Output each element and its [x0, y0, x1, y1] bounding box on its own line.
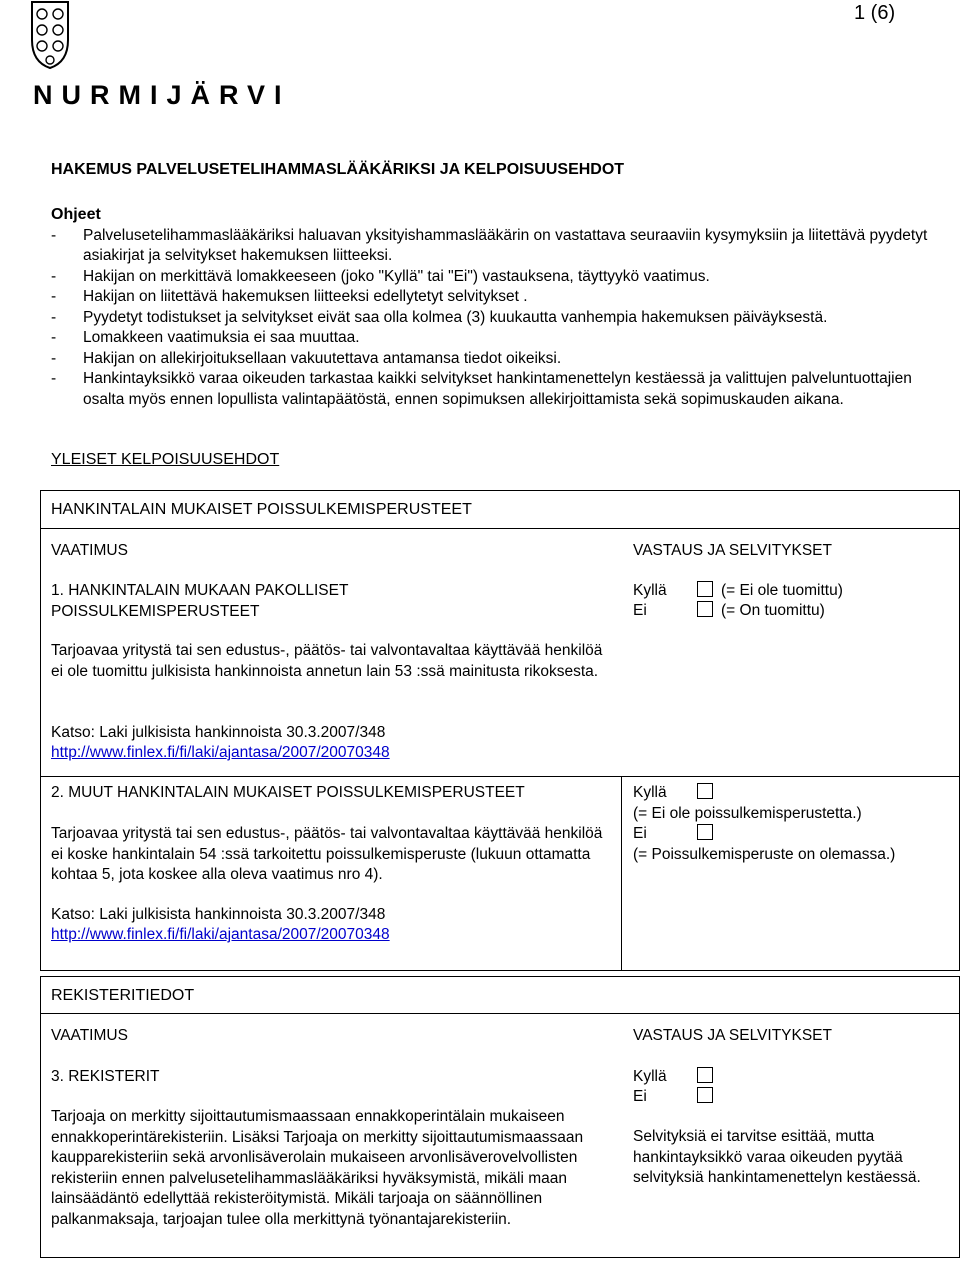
requirement-body: Tarjoavaa yritystä tai sen edustus-, päätös- tai valvontavaltaa käyttävää henkilöä ei ole tuomittu julkisista hankinnoista annetun lain 53 :ssä mainitusta rikoksesta.	[51, 642, 603, 680]
requirement-reference: Katso: Laki julkisista hankinnoista 30.3.2007/348	[51, 906, 386, 923]
instruction-item: - Hakijan on allekirjoituksellaan vakuutettava antamansa tiedot oikeiksi.	[51, 349, 562, 367]
instructions	[51, 205, 931, 410]
answer-no-note: (= Poissulkemisperuste on olemassa.)	[633, 846, 896, 863]
instruction-item: - Hakijan on merkittävä lomakkeeseen (joko "Kyllä" tai "Ei") vastauksena, täyttyykö vaatimus.	[51, 267, 710, 285]
answer-yes: Kyllä (= Ei ole tuomittu)	[633, 582, 843, 599]
finlex-link[interactable]: http://www.finlex.fi/fi/laki/ajantasa/2007/20070348	[51, 926, 390, 943]
page-title: HAKEMUS PALVELUSETELIHAMMASLÄÄKÄRIKSI JA KELPOISUUSEHDOT	[51, 161, 625, 178]
yes-checkbox[interactable]	[697, 581, 713, 597]
instruction-item: - Hankintayksikkö varaa oikeuden tarkastaa kaikki selvitykset hankintamenettelyn kestäessä ja valittujen palveluntuottajien osalta myös ennen lopullista valintapäätöstä, ennen sopimuksen allekirjoittamista sekä sopimuskauden aikana.	[51, 370, 912, 408]
column-header-requirement: VAATIMUS	[51, 1027, 128, 1044]
instruction-item: - Pyydetyt todistukset ja selvitykset eivät saa olla kolmea (3) kuukautta vanhempia hakemuksen päiväyksestä.	[51, 308, 828, 326]
page-number: 1 (6)	[854, 2, 896, 24]
general-heading: YLEISET KELPOISUUSEHDOT	[51, 451, 280, 468]
yes-checkbox[interactable]	[697, 1067, 713, 1083]
column-header-requirement: VAATIMUS	[51, 542, 128, 559]
requirement-reference: Katso: Laki julkisista hankinnoista 30.3.2007/348	[51, 724, 386, 741]
requirement-body: Tarjoavaa yritystä tai sen edustus-, päätös- tai valvontavaltaa käyttävää henkilöä ei koske hankintalain 54 :ssä tarkoitettu poissulkemisperuste (lukuun ottamatta kohtaa 5, jota koskee alla oleva vaatimus nro 4).	[51, 825, 603, 883]
instruction-item: - Hakijan on liitettävä hakemuksen liitteeksi edellytetyt selvitykset .	[51, 288, 528, 305]
column-header-answer: VASTAUS JA SELVITYKSET	[633, 542, 832, 559]
answer-no: Ei	[633, 1087, 713, 1108]
yes-checkbox[interactable]	[697, 783, 713, 799]
section-heading: REKISTERITIEDOT	[51, 987, 195, 1004]
answer-yes-note: (= Ei ole poissulkemisperustetta.)	[633, 805, 862, 822]
column-header-answer: VASTAUS JA SELVITYKSET	[633, 1027, 832, 1044]
finlex-link[interactable]: http://www.finlex.fi/fi/laki/ajantasa/2007/20070348	[51, 744, 390, 761]
instruction-item: - Palvelusetelihammaslääkäriksi haluavan yksityishammaslääkärin on vastattava seuraaviin kysymyksiin ja liitettävä pyydetyt asiakirjat ja selvitykset hakemuksen liitteeksi.	[51, 226, 928, 264]
requirement-title: 2. MUUT HANKINTALAIN MUKAISET POISSULKEMISPERUSTEET	[51, 784, 525, 801]
coat-of-arms-icon	[30, 0, 70, 75]
answer-yes: Kyllä	[633, 1067, 713, 1088]
requirement-title: 3. REKISTERIT	[51, 1068, 160, 1085]
answer-no: Ei (= On tuomittu)	[633, 602, 825, 619]
no-checkbox[interactable]	[697, 601, 713, 617]
no-checkbox[interactable]	[697, 1087, 713, 1103]
requirement-body: Tarjoaja on merkitty sijoittautumismaassaan ennakkoperintälain mukaiseen ennakkoperintärekisteriin. Lisäksi Tarjoaja on merkitty sijoittautumismaassaan kaupparekisteriin sekä arvonlisäverolain mukaiseen arvonlisäverovelvollisten rekisteriin ennen palvelusetelihammaslääkäriksi hyväksymistä, mikäli maan lainsäädäntö edellyttää rekisteröitymistä. Mikäli tarjoaja on säännöllinen palkanmaksaja, tarjoajan tulee olla merkittynä työnantajarekisteriin.	[51, 1108, 584, 1228]
logo-text: NURMIJÄRVI	[33, 80, 291, 110]
answer-note: Selvityksiä ei tarvitse esittää, mutta hankintayksikkö varaa oikeuden pyytää selvityksiä hankintamenettelyn kestäessä.	[633, 1128, 921, 1186]
no-checkbox[interactable]	[697, 824, 713, 840]
instructions-heading: Ohjeet	[51, 206, 101, 223]
answer-yes: Kyllä	[633, 783, 713, 804]
section-heading: HANKINTALAIN MUKAISET POISSULKEMISPERUSTEET	[51, 501, 472, 518]
requirement-title: 1. HANKINTALAIN MUKAAN PAKOLLISET POISSULKEMISPERUSTEET	[51, 582, 349, 620]
answer-no: Ei	[633, 824, 713, 845]
instruction-item: - Lomakkeen vaatimuksia ei saa muuttaa.	[51, 329, 360, 346]
